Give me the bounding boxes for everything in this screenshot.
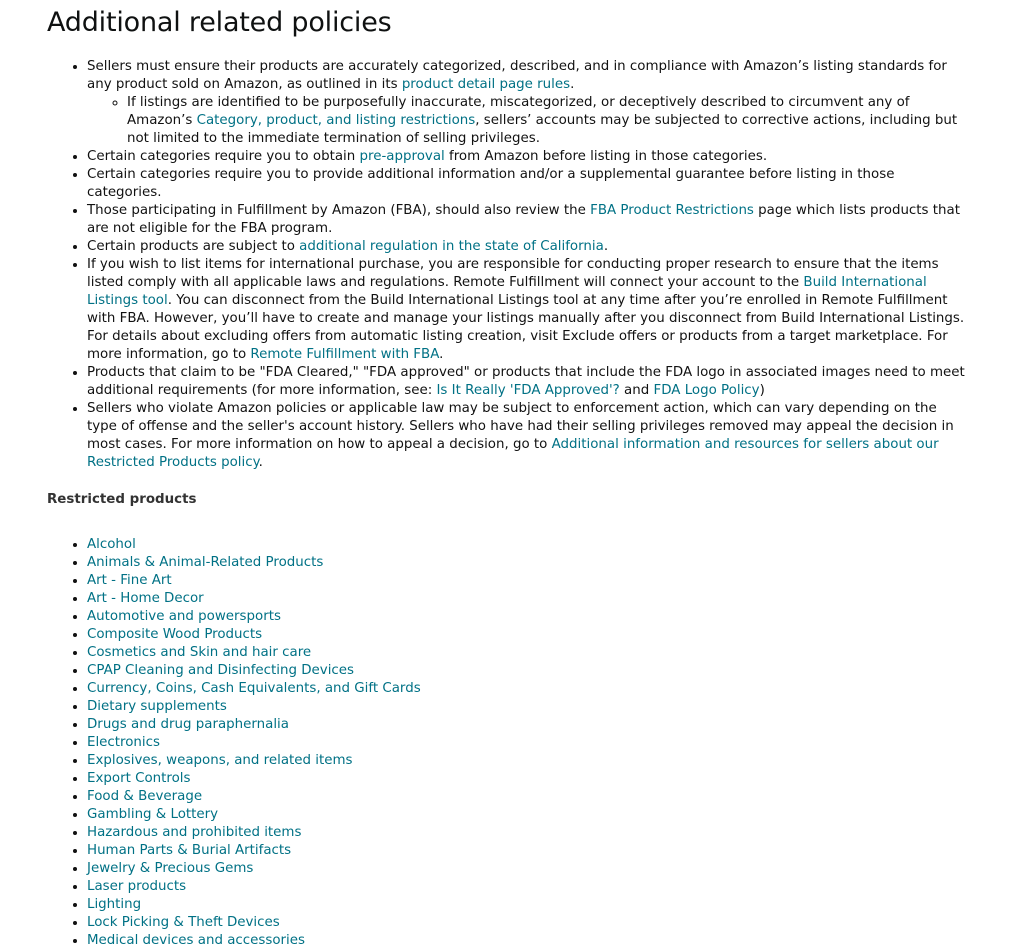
restricted-product-link[interactable]: Laser products bbox=[87, 879, 187, 894]
policy-item-listing-standards bbox=[87, 58, 970, 148]
restricted-product-item bbox=[87, 752, 970, 770]
fba-product-restrictions-link[interactable]: FBA Product Restrictions bbox=[590, 203, 754, 218]
restricted-products-heading: Restricted products bbox=[47, 492, 197, 507]
restricted-product-link[interactable]: Explosives, weapons, and related items bbox=[87, 753, 353, 768]
restricted-product-item bbox=[87, 932, 970, 950]
restricted-product-link[interactable]: Gambling & Lottery bbox=[87, 807, 219, 822]
policy-item-california bbox=[87, 238, 970, 256]
restricted-product-item bbox=[87, 644, 970, 662]
restricted-product-link[interactable]: Jewelry & Precious Gems bbox=[87, 861, 254, 876]
restricted-product-item bbox=[87, 896, 970, 914]
policy-item-fda bbox=[87, 364, 970, 400]
restricted-product-link[interactable]: Medical devices and accessories bbox=[87, 933, 305, 948]
policy-text: If listings are identified to be purposefully inaccurate, miscategorized, or deceptively described to circumvent any of Amazon’s bbox=[127, 95, 910, 128]
remote-fulfillment-fba-link[interactable]: Remote Fulfillment with FBA bbox=[250, 347, 440, 362]
policy-item-enforcement bbox=[87, 400, 970, 472]
california-regulation-link[interactable]: additional regulation in the state of California bbox=[299, 239, 604, 254]
policy-text: from Amazon before listing in those categories. bbox=[444, 149, 768, 164]
policy-item-pre-approval bbox=[87, 148, 970, 166]
restricted-product-item bbox=[87, 536, 970, 554]
restricted-product-item bbox=[87, 860, 970, 878]
restricted-product-link[interactable]: Food & Beverage bbox=[87, 789, 203, 804]
restricted-product-item bbox=[87, 914, 970, 932]
policy-sublist bbox=[87, 94, 970, 148]
restricted-product-link[interactable]: Alcohol bbox=[87, 537, 136, 552]
restricted-product-item bbox=[87, 680, 970, 698]
restricted-product-link[interactable]: Lock Picking & Theft Devices bbox=[87, 915, 280, 930]
restricted-product-link[interactable]: Art - Fine Art bbox=[87, 573, 172, 588]
restricted-product-item bbox=[87, 770, 970, 788]
policy-text: Sellers who violate Amazon policies or applicable law may be subject to enforcement action, which can vary depending on the type of offense and the seller's account history. Sellers who have had their selling privileges removed may appeal the decision in most cases. For more information on how to appeal a decision, go to bbox=[87, 401, 954, 452]
restricted-product-link[interactable]: Drugs and drug paraphernalia bbox=[87, 717, 289, 732]
restricted-product-item bbox=[87, 608, 970, 626]
policy-text: Those participating in Fulfillment by Amazon (FBA), should also review the bbox=[87, 203, 591, 218]
restricted-product-link[interactable]: Art - Home Decor bbox=[87, 591, 204, 606]
page-title: Additional related policies bbox=[47, 7, 392, 38]
policy-text: . bbox=[603, 239, 609, 254]
restricted-product-link[interactable]: Automotive and powersports bbox=[87, 609, 281, 624]
restricted-product-link[interactable]: Composite Wood Products bbox=[87, 627, 263, 642]
restricted-products-resources-link[interactable]: Additional information and resources for sellers about our Restricted Products policy bbox=[87, 437, 939, 470]
restricted-product-link[interactable]: CPAP Cleaning and Disinfecting Devices bbox=[87, 663, 354, 678]
restricted-product-item bbox=[87, 824, 970, 842]
restricted-product-link[interactable]: Electronics bbox=[87, 735, 160, 750]
restricted-product-link[interactable]: Human Parts & Burial Artifacts bbox=[87, 843, 292, 858]
restricted-product-item bbox=[87, 572, 970, 590]
restricted-product-item bbox=[87, 698, 970, 716]
policy-text: . bbox=[570, 77, 575, 92]
restricted-product-link[interactable]: Dietary supplements bbox=[87, 699, 227, 714]
restricted-product-item bbox=[87, 554, 970, 572]
policy-text: Sellers must ensure their products are accurately categorized, described, and in compliance with Amazon’s listing standards for any product sold on Amazon, as outlined in its bbox=[87, 59, 947, 92]
policy-text: ) bbox=[759, 383, 765, 398]
restricted-product-item bbox=[87, 878, 970, 896]
build-international-listings-link[interactable]: Build International Listings tool bbox=[87, 275, 927, 308]
policy-text: and bbox=[619, 383, 654, 398]
policy-list bbox=[47, 58, 970, 472]
policy-text: , sellers’ accounts may be subjected to corrective actions, including but not limited to the immediate termination of selling privileges. bbox=[127, 113, 958, 146]
policy-text: Certain categories require you to provide additional information and/or a supplemental guarantee before listing in those categories. bbox=[87, 167, 895, 200]
restricted-product-item bbox=[87, 590, 970, 608]
fda-logo-policy-link[interactable]: FDA Logo Policy bbox=[653, 383, 760, 398]
policy-item-international bbox=[87, 256, 970, 364]
restricted-product-link[interactable]: Hazardous and prohibited items bbox=[87, 825, 302, 840]
restricted-product-link[interactable]: Animals & Animal-Related Products bbox=[87, 555, 324, 570]
restricted-product-link[interactable]: Currency, Coins, Cash Equivalents, and Gift Cards bbox=[87, 681, 421, 696]
policy-text: If you wish to list items for international purchase, you are responsible for conducting proper research to ensure that the items listed comply with all applicable laws and regulations. Remote Fulfillment will connect your account to the bbox=[87, 257, 939, 290]
category-product-listing-restrictions-link[interactable]: Category, product, and listing restrictions bbox=[196, 113, 476, 128]
restricted-product-link[interactable]: Export Controls bbox=[87, 771, 191, 786]
policy-text: Certain products are subject to bbox=[87, 239, 300, 254]
fda-approved-link[interactable]: Is It Really 'FDA Approved'? bbox=[436, 383, 620, 398]
policy-item-supplemental-guarantee bbox=[87, 166, 970, 202]
restricted-product-item bbox=[87, 716, 970, 734]
policy-text: Certain categories require you to obtain bbox=[87, 149, 360, 164]
restricted-product-item bbox=[87, 662, 970, 680]
restricted-product-item bbox=[87, 788, 970, 806]
restricted-product-item bbox=[87, 734, 970, 752]
product-detail-page-rules-link[interactable]: product detail page rules bbox=[401, 77, 571, 92]
policy-text: page which lists products that are not eligible for the FBA program. bbox=[87, 203, 960, 236]
policy-text: . bbox=[439, 347, 444, 362]
restricted-product-link[interactable]: Lighting bbox=[87, 897, 142, 912]
policy-subitem-corrective-actions bbox=[127, 94, 970, 148]
restricted-product-item bbox=[87, 626, 970, 644]
policy-text: . bbox=[258, 455, 263, 470]
restricted-product-item bbox=[87, 842, 970, 860]
restricted-product-item bbox=[87, 806, 970, 824]
pre-approval-link[interactable]: pre-approval bbox=[359, 149, 445, 164]
policy-item-fba bbox=[87, 202, 970, 238]
policy-text: . You can disconnect from the Build International Listings tool at any time after you’re enrolled in Remote Fulfillment with FBA. However, you’ll have to create and manage your listings manually after you disconnect from Build International Listings. For details about excluding offers from automatic listing creation, visit Exclude offers or products from a target marketplace. For more information, go to bbox=[87, 293, 965, 362]
restricted-product-link[interactable]: Cosmetics and Skin and hair care bbox=[87, 645, 312, 660]
restricted-products-list bbox=[47, 536, 970, 950]
policy-text: Products that claim to be "FDA Cleared," "FDA approved" or products that include the FDA logo in associated images need to meet additional requirements (for more information, see: bbox=[87, 365, 965, 398]
